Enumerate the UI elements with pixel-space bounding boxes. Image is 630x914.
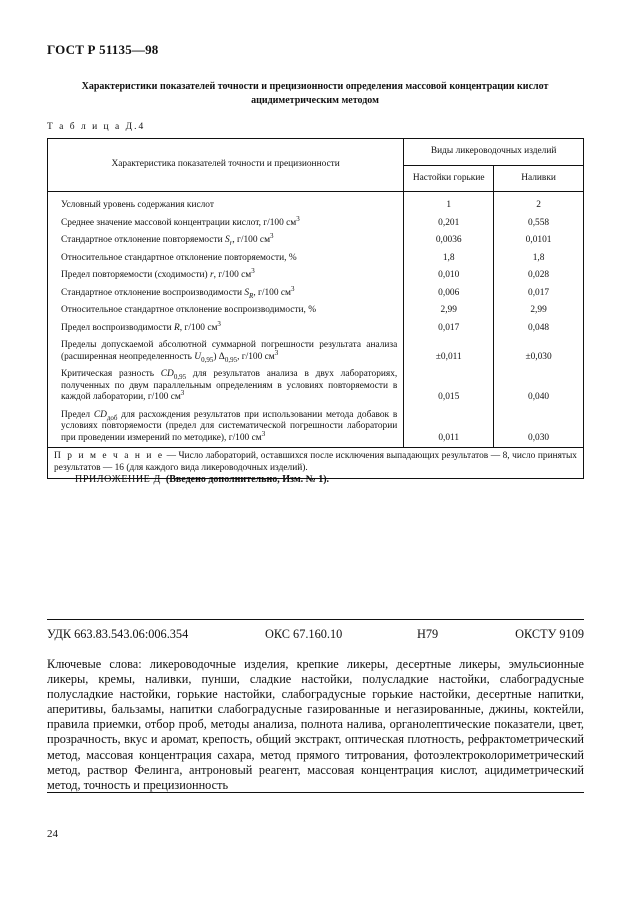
- value-bitter: 0,006: [404, 284, 494, 302]
- value-liqueurs: 2: [536, 200, 541, 210]
- row-label: Среднее значение массовой концентрации кислот, г/100 $см^3$: [48, 214, 404, 232]
- appendix-note: (Введено дополнительно, Изм. № 1).: [165, 474, 330, 485]
- value-bitter: 1,8: [404, 249, 494, 267]
- value-bitter: 1: [404, 192, 494, 214]
- row-label: Предел повторяемости (сходимости) r, г/100 $см^3$: [48, 266, 404, 284]
- table-row: [48, 266, 584, 284]
- table-title: Характеристики показателей точности и прецизионности определения массовой концентрации кислот ацидиметрическим методом: [81, 81, 549, 106]
- document-code: ГОСТ Р 51135—98: [47, 42, 159, 57]
- row-label: Критическая разность $CD_{0,95}$ для результатов анализа в двух лабораториях, полученных по двум параллельным определениям в условиях повторяемости в каждой лаборатории, г/100 $см^3$: [48, 365, 404, 406]
- row-label: Относительное стандартное отклонение повторяемости, %: [48, 249, 404, 267]
- value-bitter: 0,011: [404, 406, 494, 448]
- appendix-line: [75, 474, 329, 485]
- table-label: Т а б л и ц а Д.4: [47, 122, 146, 132]
- row-label: Предел воспроизводимости R, г/100 $см^3$: [48, 319, 404, 337]
- table-row: [48, 284, 584, 302]
- note-label: П р и м е ч а н и е: [54, 451, 165, 461]
- value-liqueurs: ±0,030: [525, 351, 552, 362]
- table-row: [48, 214, 584, 232]
- value-liqueurs: 0,048: [528, 322, 550, 333]
- table-row: [48, 336, 584, 365]
- divider-bottom: [47, 792, 584, 793]
- row-label: Предел $CD_{доб}$ для расхождения результатов при использовании метода добавок в условиях повторяемости (предел для систематической погрешности лаборатории при проведении измерений по методике), г/100 $см^3$: [48, 406, 404, 448]
- value-liqueurs: 0,030: [528, 432, 550, 443]
- precision-table: [47, 138, 584, 479]
- value-liqueurs: 0,558: [528, 217, 550, 228]
- note-text: — Число лабораторий, оставшихся после исключения выпадающих результатов — 8, число принятых результатов — 16 (для каждого вида ликероводочных изделий).: [54, 451, 577, 473]
- page-number: 24: [47, 828, 58, 840]
- column-header-liqueurs: Наливки: [494, 166, 584, 192]
- value-bitter: 0,015: [404, 365, 494, 406]
- row-label: Относительное стандартное отклонение воспроизводимости, %: [48, 301, 404, 319]
- column-header-characteristic: Характеристика показателей точности и прецизионности: [48, 139, 404, 192]
- row-label: Стандартное отклонение воспроизводимости $S_R$, г/100 $см^3$: [48, 284, 404, 302]
- divider-top: [47, 619, 584, 620]
- table-row: [48, 249, 584, 267]
- table-row: [48, 365, 584, 406]
- row-label: Пределы допускаемой абсолютной суммарной погрешности результата анализа (расширенная неопределенность $U_{0,95}$) $\Delta_{0,95}$, г/100 $см^3$: [48, 336, 404, 365]
- value-bitter: 0,017: [404, 319, 494, 337]
- table-row: [48, 192, 584, 214]
- category-code: Н79: [417, 627, 439, 641]
- row-label: Условный уровень содержания кислот: [48, 192, 404, 214]
- table-row: [48, 301, 584, 319]
- table-row: [48, 319, 584, 337]
- value-bitter: 0,201: [404, 214, 494, 232]
- value-liqueurs: 0,028: [528, 270, 550, 280]
- table-row: [48, 406, 584, 448]
- value-liqueurs: 1,8: [532, 252, 545, 263]
- okstu-code: ОКСТУ 9109: [515, 627, 584, 641]
- row-label: Стандартное отклонение повторяемости $S_r$, г/100 $см^3$: [48, 231, 404, 249]
- value-liqueurs: 0,0101: [525, 235, 552, 245]
- value-liqueurs: 0,040: [528, 392, 550, 402]
- appendix-label: ПРИЛОЖЕНИЕ Д: [75, 474, 161, 485]
- keywords-paragraph: Ключевые слова: ликероводочные изделия, крепкие ликеры, десертные ликеры, эмульсионные ликеры, кремы, наливки, пунши, сладкие настойки, полусладкие настойки, слабоградусные полусладкие настойки, горькие настойки, слабоградусные горькие настойки, десертные напитки, аперитивы, бальзамы, напитки слабоградусные газированные и негазированные, джины, коктейли, правила приемки, отбор проб, методы анализа, полнота налива, органолептические показатели, цвет, прозрачность, вкус и аромат, крепость, общий экстракт, оптическая плотность, рефрактометрический метод, массовая концентрация сахара, метод прямого титрования, фотоэлектроколориметрический метод, раствор Фелинга, антроновый реагент, массовая концентрация кислот, ацидиметрический метод, точность и прецизионность: [47, 657, 584, 792]
- column-header-bitter: Настойки горькие: [404, 166, 494, 192]
- value-bitter: 0,010: [404, 266, 494, 284]
- udk-code: УДК 663.83.543.06:006.354: [47, 627, 189, 641]
- value-bitter: ±0,011: [404, 336, 494, 365]
- value-liqueurs: 2,99: [530, 305, 547, 315]
- value-liqueurs: 0,017: [528, 287, 550, 298]
- value-bitter: 2,99: [404, 301, 494, 319]
- table-row: [48, 231, 584, 249]
- oks-code: ОКС 67.160.10: [265, 627, 343, 641]
- value-bitter: 0,0036: [404, 231, 494, 249]
- column-group-header: Виды ликероводочных изделий: [404, 139, 584, 166]
